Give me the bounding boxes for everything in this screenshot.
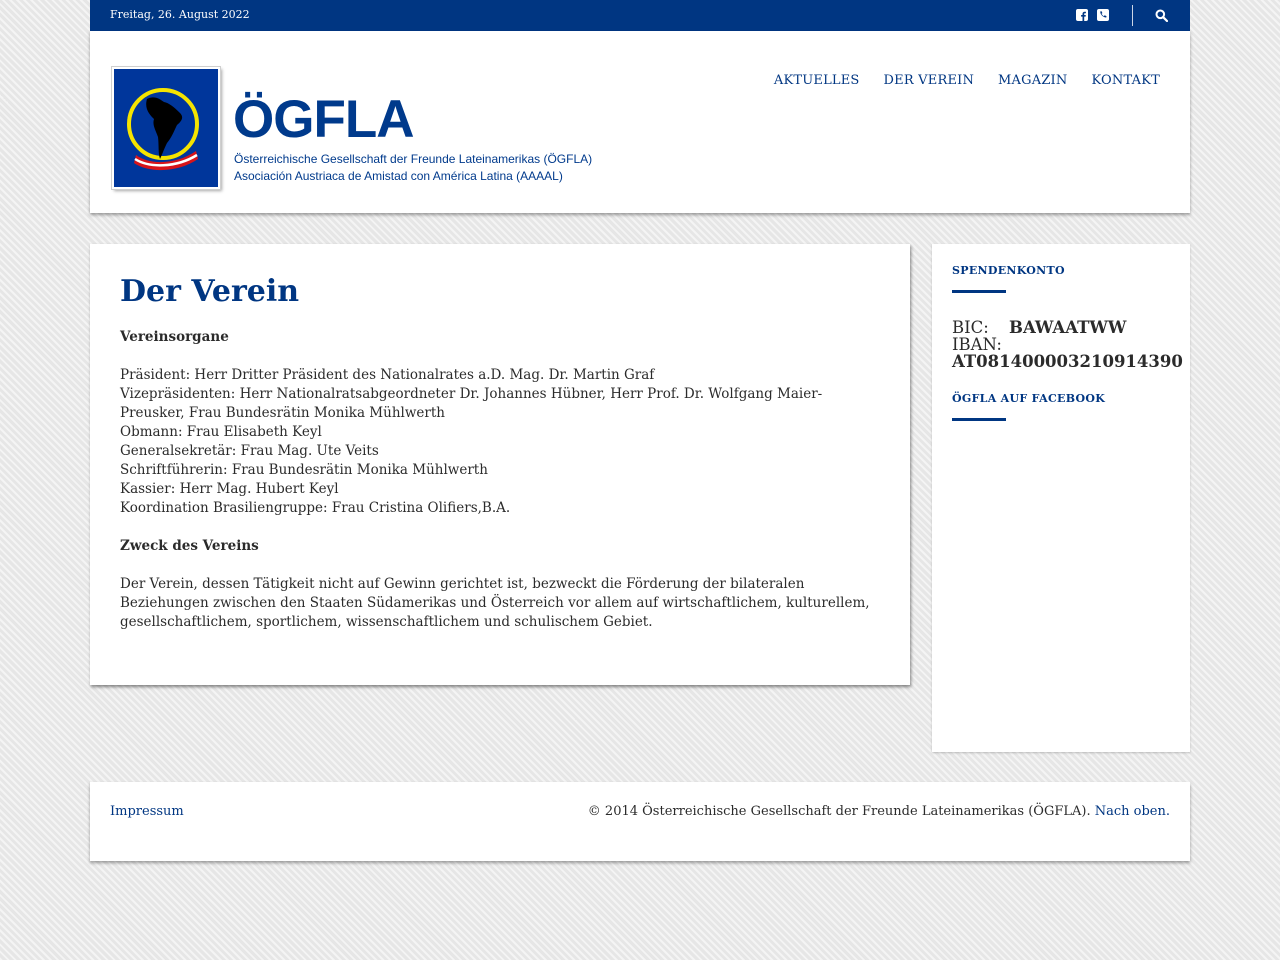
iban-value: AT081400003210914390 [952,352,1183,371]
nav-item-magazin[interactable]: MAGAZIN [998,73,1068,88]
brand-subtitle-spanish: Asociación Austriaca de Amistad con América Latina (AAAAL) [234,169,563,183]
copyright-text [588,804,1170,819]
facebook-icon[interactable] [1076,9,1088,21]
line-schriftfuehrerin: Schriftführerin: Frau Bundesrätin Monika Mühlwerth [120,462,488,478]
current-date: Freitag, 26. August 2022 [110,8,250,21]
brand-name: ÖGFLA [233,90,414,149]
nav-item-aktuelles[interactable]: AKTUELLES [773,73,860,88]
site-header [90,31,1190,213]
widget-title-underline [952,418,1006,421]
iban-label: IBAN: [952,335,1002,354]
line-obmann: Obmann: Frau Elisabeth Keyl [120,424,322,440]
nav-item-kontakt[interactable]: KONTAKT [1091,73,1160,88]
search-icon[interactable] [1155,9,1168,22]
brand-subtitle-german: Österreichische Gesellschaft der Freunde Lateinamerikas (ÖGFLA) [234,152,593,166]
line-koordination: Koordination Brasiliengruppe: Frau Cristina Olifiers,B.A. [120,500,511,516]
copyright-notice: © 2014 Österreichische Gesellschaft der Freunde Lateinamerikas (ÖGFLA). [587,804,1091,819]
widget-title-underline [952,290,1006,293]
logo-emblem-icon [114,69,214,183]
nav-item-der-verein[interactable]: DER VEREIN [883,73,975,88]
zweck-text: Der Verein, dessen Tätigkeit nicht auf Gewinn gerichtet ist, bezweckt die Förderung der bilateralen Beziehungen zwischen den Staaten Südamerikas und Österreich vor allem auf wirtschaftlichem, kulturellem, gesellschaftlichem, sportlichem, wissenschaftlichem und schulischem Gebiet. [120,576,870,630]
line-vizepraesidenten: Vizepräsidenten: Herr Nationalratsabgeordneter Dr. Johannes Hübner, Herr Prof. Dr. Wolfgang Maier-Preusker, Frau Bundesrätin Monika Mühlwerth [120,386,823,421]
top-bar [90,0,1190,31]
main-navigation [774,73,1160,88]
phone-icon[interactable] [1097,9,1109,21]
line-generalsekretaer: Generalsekretär: Frau Mag. Ute Veits [120,443,379,459]
sidebar [932,244,1190,752]
top-bar-separator [1132,5,1133,26]
section-heading-vereinsorgane: Vereinsorgane [120,329,229,345]
widget-title-spendenkonto: SPENDENKONTO [952,264,1065,277]
site-footer [90,782,1190,861]
logo[interactable] [112,67,220,189]
widget-title-facebook: ÖGFLA AUF FACEBOOK [952,392,1106,405]
impressum-link[interactable]: Impressum [110,804,184,819]
line-kassier: Kassier: Herr Mag. Hubert Keyl [120,481,339,497]
bic-label: BIC: [952,318,989,337]
page-title: Der Verein [120,274,300,309]
bic-value: BAWAATWW [1009,318,1127,337]
main-content [90,244,910,685]
bank-details [952,319,1183,370]
back-to-top-link[interactable]: Nach oben. [1094,804,1170,819]
section-heading-zweck: Zweck des Vereins [120,538,259,554]
line-praesident: Präsident: Herr Dritter Präsident des Nationalrates a.D. Mag. Dr. Martin Graf [120,367,655,383]
article-body [120,328,880,632]
